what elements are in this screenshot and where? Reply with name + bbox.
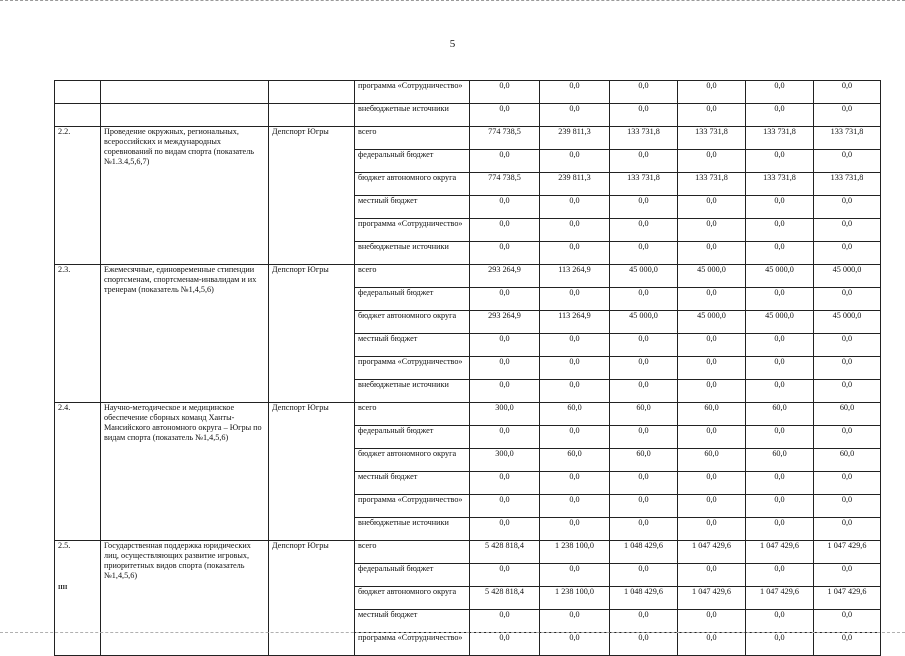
amount-cell: 0,0 — [678, 564, 746, 587]
amount-cell: 113 264,9 — [540, 311, 610, 334]
funding-source-cell: внебюджетные источники — [355, 242, 470, 265]
amount-cell: 0,0 — [814, 150, 881, 173]
amount-cell: 133 731,8 — [678, 173, 746, 196]
amount-cell: 0,0 — [814, 472, 881, 495]
amount-cell: 0,0 — [470, 633, 540, 656]
item-number-cell: 2.3. — [55, 265, 101, 403]
amount-cell: 0,0 — [746, 633, 814, 656]
amount-cell: 0,0 — [814, 104, 881, 127]
amount-cell: 45 000,0 — [610, 265, 678, 288]
amount-cell: 45 000,0 — [746, 265, 814, 288]
amount-cell: 0,0 — [746, 104, 814, 127]
amount-cell: 45 000,0 — [610, 311, 678, 334]
amount-cell: 0,0 — [678, 357, 746, 380]
amount-cell: 113 264,9 — [540, 265, 610, 288]
amount-cell: 774 738,5 — [470, 127, 540, 150]
event-name-cell: Научно-методическое и медицинское обеспечение сборных команд Ханты-Мансийского автономного округа – Югры по видам спорта (показатель №1,4,5,6) — [101, 403, 269, 541]
funding-source-cell: местный бюджет — [355, 472, 470, 495]
amount-cell: 60,0 — [746, 403, 814, 426]
amount-cell: 0,0 — [814, 633, 881, 656]
amount-cell: 60,0 — [610, 449, 678, 472]
amount-cell: 60,0 — [610, 403, 678, 426]
amount-cell: 0,0 — [814, 426, 881, 449]
amount-cell: 0,0 — [470, 196, 540, 219]
table-row — [55, 265, 881, 288]
amount-cell: 0,0 — [610, 610, 678, 633]
amount-cell: 0,0 — [746, 196, 814, 219]
amount-cell: 0,0 — [540, 104, 610, 127]
amount-cell: 0,0 — [610, 426, 678, 449]
item-number-cell: 2.2. — [55, 127, 101, 265]
amount-cell: 5 428 818,4 — [470, 541, 540, 564]
amount-cell: 133 731,8 — [678, 127, 746, 150]
amount-cell: 60,0 — [678, 449, 746, 472]
amount-cell: 45 000,0 — [678, 311, 746, 334]
amount-cell: 0,0 — [814, 288, 881, 311]
amount-cell: 0,0 — [610, 357, 678, 380]
item-number-cell: 2.5. — [55, 541, 101, 656]
amount-cell: 133 731,8 — [610, 127, 678, 150]
amount-cell: 0,0 — [470, 104, 540, 127]
amount-cell: 0,0 — [814, 357, 881, 380]
amount-cell: 0,0 — [610, 334, 678, 357]
amount-cell: 133 731,8 — [814, 173, 881, 196]
funding-source-cell: программа «Сотрудничество» — [355, 357, 470, 380]
amount-cell: 60,0 — [746, 449, 814, 472]
event-name-cell — [101, 104, 269, 127]
executor-cell: Депспорт Югры — [269, 403, 355, 541]
amount-cell: 0,0 — [678, 196, 746, 219]
item-number-cell: 2.4. — [55, 403, 101, 541]
amount-cell: 300,0 — [470, 449, 540, 472]
table-row — [55, 403, 881, 426]
amount-cell: 0,0 — [610, 564, 678, 587]
amount-cell: 0,0 — [678, 472, 746, 495]
amount-cell: 0,0 — [746, 380, 814, 403]
funding-source-cell: федеральный бюджет — [355, 426, 470, 449]
amount-cell: 133 731,8 — [746, 173, 814, 196]
amount-cell: 0,0 — [540, 196, 610, 219]
amount-cell: 0,0 — [678, 633, 746, 656]
amount-cell: 0,0 — [746, 334, 814, 357]
amount-cell: 0,0 — [814, 196, 881, 219]
amount-cell: 1 047 429,6 — [814, 587, 881, 610]
amount-cell: 1 048 429,6 — [610, 587, 678, 610]
amount-cell: 0,0 — [814, 564, 881, 587]
amount-cell: 0,0 — [814, 242, 881, 265]
amount-cell: 133 731,8 — [746, 127, 814, 150]
amount-cell: 0,0 — [540, 334, 610, 357]
funding-source-cell: федеральный бюджет — [355, 288, 470, 311]
amount-cell: 0,0 — [470, 518, 540, 541]
amount-cell: 0,0 — [746, 564, 814, 587]
scan-edge-bottom — [0, 632, 905, 635]
amount-cell: 1 047 429,6 — [814, 541, 881, 564]
amount-cell: 45 000,0 — [678, 265, 746, 288]
funding-source-cell: программа «Сотрудничество» — [355, 81, 470, 104]
amount-cell: 0,0 — [610, 196, 678, 219]
amount-cell: 0,0 — [678, 610, 746, 633]
amount-cell: 0,0 — [470, 334, 540, 357]
funding-source-cell: программа «Сотрудничество» — [355, 633, 470, 656]
amount-cell: 0,0 — [746, 426, 814, 449]
item-number-cell — [55, 104, 101, 127]
event-name-cell — [101, 81, 269, 104]
amount-cell: 0,0 — [470, 610, 540, 633]
amount-cell: 0,0 — [610, 219, 678, 242]
amount-cell: 0,0 — [470, 426, 540, 449]
amount-cell: 0,0 — [610, 633, 678, 656]
amount-cell: 0,0 — [814, 380, 881, 403]
amount-cell: 0,0 — [610, 104, 678, 127]
amount-cell: 0,0 — [540, 564, 610, 587]
amount-cell: 0,0 — [470, 242, 540, 265]
amount-cell: 60,0 — [540, 403, 610, 426]
amount-cell: 293 264,9 — [470, 311, 540, 334]
amount-cell: 0,0 — [610, 495, 678, 518]
amount-cell: 0,0 — [540, 288, 610, 311]
amount-cell: 0,0 — [814, 610, 881, 633]
amount-cell: 0,0 — [746, 219, 814, 242]
amount-cell: 0,0 — [470, 357, 540, 380]
scan-edge-top — [0, 0, 905, 5]
executor-cell: Депспорт Югры — [269, 541, 355, 656]
amount-cell: 0,0 — [540, 357, 610, 380]
amount-cell: 0,0 — [540, 495, 610, 518]
funding-source-cell: бюджет автономного округа — [355, 587, 470, 610]
amount-cell: 133 731,8 — [814, 127, 881, 150]
amount-cell: 0,0 — [470, 288, 540, 311]
amount-cell: 0,0 — [746, 81, 814, 104]
amount-cell: 0,0 — [540, 426, 610, 449]
amount-cell: 0,0 — [678, 426, 746, 449]
amount-cell: 0,0 — [814, 334, 881, 357]
amount-cell: 1 047 429,6 — [678, 587, 746, 610]
amount-cell: 0,0 — [610, 472, 678, 495]
funding-source-cell: программа «Сотрудничество» — [355, 495, 470, 518]
item-number-cell — [55, 81, 101, 104]
funding-source-cell: бюджет автономного округа — [355, 449, 470, 472]
amount-cell: 0,0 — [470, 150, 540, 173]
amount-cell: 0,0 — [610, 518, 678, 541]
table-row — [55, 541, 881, 564]
amount-cell: 0,0 — [540, 81, 610, 104]
amount-cell: 300,0 — [470, 403, 540, 426]
budget-table — [54, 80, 881, 656]
amount-cell: 0,0 — [746, 150, 814, 173]
funding-source-cell: бюджет автономного округа — [355, 173, 470, 196]
amount-cell: 0,0 — [470, 472, 540, 495]
table-row — [55, 104, 881, 127]
amount-cell: 0,0 — [470, 495, 540, 518]
funding-source-cell: местный бюджет — [355, 334, 470, 357]
funding-source-cell: местный бюджет — [355, 196, 470, 219]
amount-cell: 0,0 — [610, 380, 678, 403]
amount-cell: 0,0 — [678, 334, 746, 357]
event-name-cell: Ежемесячные, единовременные стипендии спортсменам, спортсменам-инвалидам и их тренерам (показатель №1,4,5,6) — [101, 265, 269, 403]
funding-source-cell: всего — [355, 403, 470, 426]
amount-cell: 0,0 — [814, 219, 881, 242]
funding-source-cell: внебюджетные источники — [355, 104, 470, 127]
amount-cell: 0,0 — [678, 380, 746, 403]
event-name-cell: Государственная поддержка юридических лиц, осуществляющих развитие игровых, приоритетных видов спорта (показатель №1,4,5,6) — [101, 541, 269, 656]
amount-cell: 0,0 — [678, 288, 746, 311]
table-row — [55, 81, 881, 104]
amount-cell: 0,0 — [746, 518, 814, 541]
funding-source-cell: программа «Сотрудничество» — [355, 219, 470, 242]
amount-cell: 0,0 — [610, 81, 678, 104]
budget-table-body — [55, 81, 881, 656]
amount-cell: 60,0 — [814, 449, 881, 472]
amount-cell: 0,0 — [540, 219, 610, 242]
amount-cell: 0,0 — [746, 357, 814, 380]
amount-cell: 133 731,8 — [610, 173, 678, 196]
amount-cell: 60,0 — [540, 449, 610, 472]
amount-cell: 0,0 — [678, 219, 746, 242]
amount-cell: 0,0 — [678, 81, 746, 104]
amount-cell: 239 811,3 — [540, 127, 610, 150]
funding-source-cell: всего — [355, 127, 470, 150]
amount-cell: 0,0 — [540, 242, 610, 265]
table-row — [55, 127, 881, 150]
page-number: 5 — [449, 38, 456, 50]
funding-source-cell: внебюджетные источники — [355, 380, 470, 403]
amount-cell: 45 000,0 — [814, 265, 881, 288]
amount-cell: 5 428 818,4 — [470, 587, 540, 610]
amount-cell: 0,0 — [540, 633, 610, 656]
amount-cell: 1 238 100,0 — [540, 541, 610, 564]
funding-source-cell: внебюджетные источники — [355, 518, 470, 541]
amount-cell: 0,0 — [814, 81, 881, 104]
amount-cell: 0,0 — [470, 219, 540, 242]
executor-cell — [269, 104, 355, 127]
amount-cell: 1 238 100,0 — [540, 587, 610, 610]
scan-mark: IIII — [58, 585, 68, 591]
amount-cell: 0,0 — [678, 242, 746, 265]
amount-cell: 0,0 — [470, 564, 540, 587]
amount-cell: 0,0 — [746, 242, 814, 265]
amount-cell: 0,0 — [814, 518, 881, 541]
amount-cell: 0,0 — [610, 242, 678, 265]
amount-cell: 60,0 — [678, 403, 746, 426]
executor-cell — [269, 81, 355, 104]
funding-source-cell: федеральный бюджет — [355, 564, 470, 587]
amount-cell: 774 738,5 — [470, 173, 540, 196]
amount-cell: 0,0 — [540, 472, 610, 495]
amount-cell: 0,0 — [814, 495, 881, 518]
amount-cell: 45 000,0 — [814, 311, 881, 334]
amount-cell: 0,0 — [540, 610, 610, 633]
amount-cell: 60,0 — [814, 403, 881, 426]
amount-cell: 0,0 — [610, 150, 678, 173]
amount-cell: 1 047 429,6 — [678, 541, 746, 564]
funding-source-cell: местный бюджет — [355, 610, 470, 633]
amount-cell: 0,0 — [746, 610, 814, 633]
amount-cell: 0,0 — [540, 380, 610, 403]
executor-cell: Депспорт Югры — [269, 127, 355, 265]
amount-cell: 0,0 — [540, 150, 610, 173]
amount-cell: 239 811,3 — [540, 173, 610, 196]
amount-cell: 0,0 — [610, 288, 678, 311]
amount-cell: 1 047 429,6 — [746, 587, 814, 610]
funding-source-cell: бюджет автономного округа — [355, 311, 470, 334]
funding-source-cell: всего — [355, 265, 470, 288]
amount-cell: 0,0 — [470, 380, 540, 403]
amount-cell: 0,0 — [746, 495, 814, 518]
amount-cell: 0,0 — [540, 518, 610, 541]
funding-source-cell: федеральный бюджет — [355, 150, 470, 173]
amount-cell: 0,0 — [746, 472, 814, 495]
amount-cell: 1 048 429,6 — [610, 541, 678, 564]
amount-cell: 0,0 — [746, 288, 814, 311]
amount-cell: 293 264,9 — [470, 265, 540, 288]
executor-cell: Депспорт Югры — [269, 265, 355, 403]
amount-cell: 0,0 — [678, 150, 746, 173]
amount-cell: 0,0 — [678, 518, 746, 541]
funding-source-cell: всего — [355, 541, 470, 564]
amount-cell: 45 000,0 — [746, 311, 814, 334]
amount-cell: 0,0 — [470, 81, 540, 104]
amount-cell: 0,0 — [678, 104, 746, 127]
amount-cell: 0,0 — [678, 495, 746, 518]
event-name-cell: Проведение окружных, региональных, всероссийских и международных соревнований по видам спорта (показатель №1.3.4,5,6,7) — [101, 127, 269, 265]
amount-cell: 1 047 429,6 — [746, 541, 814, 564]
